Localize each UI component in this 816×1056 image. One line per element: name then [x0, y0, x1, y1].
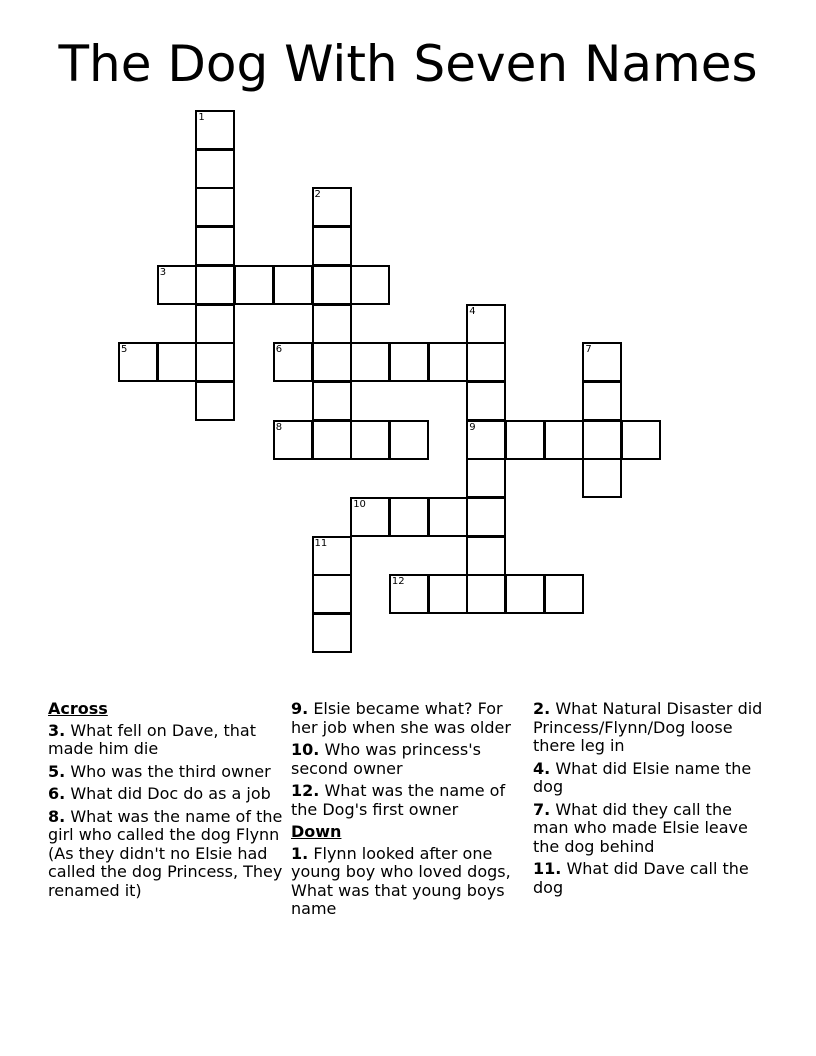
across-clue-10 [291, 741, 526, 778]
grid-cell[interactable] [312, 420, 352, 460]
clue-number: 7. [533, 799, 551, 819]
grid-cell[interactable] [195, 381, 235, 421]
grid-cell[interactable] [466, 536, 506, 576]
clue-number: 11. [533, 859, 562, 878]
across-clue-3 [48, 722, 283, 759]
clue-text: Who was the third owner [70, 761, 271, 781]
clue-text: What did Dave call the dog [533, 859, 749, 897]
cell-number: 4 [469, 305, 476, 317]
grid-cell[interactable] [582, 381, 622, 421]
grid-cell[interactable] [195, 342, 235, 382]
cell-number: 8 [275, 421, 283, 433]
across-clue-5 [48, 763, 283, 782]
cell-number: 3 [159, 266, 167, 278]
grid-cell[interactable] [544, 420, 584, 460]
grid-cell[interactable] [195, 265, 235, 305]
clues-column-1 [48, 700, 283, 904]
grid-cell[interactable] [466, 420, 506, 460]
grid-cell[interactable] [312, 304, 352, 344]
grid-cell[interactable] [350, 497, 390, 537]
puzzle-title: The Dog With Seven Names [58, 35, 758, 93]
down-heading: Down [291, 822, 342, 841]
cell-number: 12 [391, 576, 405, 588]
down-clue-1 [291, 845, 526, 919]
grid-cell[interactable] [350, 420, 390, 460]
grid-cell[interactable] [428, 342, 468, 382]
clue-text: What was the name of the Dog's first owner [291, 781, 506, 819]
grid-cell[interactable] [312, 187, 352, 227]
clue-text: What Natural Disaster did Princess/Flynn/Dog loose there leg in [533, 699, 763, 755]
across-heading: Across [48, 699, 108, 718]
down-clue-2 [533, 700, 768, 756]
grid-cell[interactable] [389, 420, 429, 460]
clue-text: Elsie became what? For her job when she was older [291, 699, 511, 737]
grid-cell[interactable] [466, 304, 506, 344]
grid-cell[interactable] [312, 265, 352, 305]
clue-number: 4. [533, 758, 551, 778]
down-clue-4 [533, 760, 768, 797]
clue-text: Flynn looked after one young boy who loved dogs, What was that young boys name [291, 843, 511, 918]
clue-number: 10. [291, 740, 320, 759]
grid-cell[interactable] [195, 110, 235, 150]
clue-text: Who was princess's second owner [291, 740, 481, 778]
grid-cell[interactable] [312, 536, 352, 576]
grid-cell[interactable] [312, 381, 352, 421]
clue-text: What did they call the man who made Elsie leave the dog behind [533, 799, 748, 856]
clues-column-2 [291, 700, 526, 923]
clue-text: What was the name of the girl who called the dog Flynn (As they didn't no Elsie had called the dog Princess, They renamed it) [48, 806, 283, 900]
cell-number: 9 [469, 421, 476, 433]
grid-cell[interactable] [157, 265, 197, 305]
grid-cell[interactable] [312, 574, 352, 614]
clue-text: What did Doc do as a job [70, 784, 271, 803]
grid-cell[interactable] [428, 574, 468, 614]
cell-number: 10 [353, 499, 366, 510]
grid-cell[interactable] [389, 574, 429, 614]
grid-cell[interactable] [505, 574, 545, 614]
grid-cell[interactable] [312, 226, 352, 266]
grid-cell[interactable] [195, 149, 235, 189]
clue-text: What fell on Dave, that made him die [48, 720, 257, 758]
cell-number: 7 [585, 344, 592, 356]
clue-number: 3. [48, 720, 66, 740]
clue-number: 9. [291, 699, 309, 718]
grid-cell[interactable] [118, 342, 158, 382]
clue-number: 1. [291, 843, 309, 863]
cell-number: 5 [121, 344, 128, 356]
grid-cell[interactable] [428, 497, 468, 537]
grid-cell[interactable] [350, 265, 390, 305]
clue-number: 5. [48, 761, 66, 781]
grid-cell[interactable] [466, 497, 506, 537]
grid-cell[interactable] [273, 265, 313, 305]
grid-cell[interactable] [544, 574, 584, 614]
grid-cell[interactable] [312, 342, 352, 382]
grid-cell[interactable] [234, 265, 274, 305]
across-clue-8 [48, 808, 283, 901]
grid-cell[interactable] [312, 613, 352, 653]
grid-cell[interactable] [582, 342, 622, 382]
cell-number: 1 [198, 112, 205, 123]
grid-cell[interactable] [582, 420, 622, 460]
grid-cell[interactable] [466, 342, 506, 382]
grid-cell[interactable] [195, 304, 235, 344]
grid-cell[interactable] [389, 342, 429, 382]
across-clue-12 [291, 782, 526, 819]
grid-cell[interactable] [466, 381, 506, 421]
clue-text: What did Elsie name the dog [533, 758, 752, 796]
grid-cell[interactable] [157, 342, 197, 382]
clues-column-3 [533, 700, 768, 901]
grid-cell[interactable] [466, 458, 506, 498]
grid-cell[interactable] [389, 497, 429, 537]
clue-number: 2. [533, 699, 551, 718]
grid-cell[interactable] [195, 187, 235, 227]
grid-cell[interactable] [505, 420, 545, 460]
clue-number: 8. [48, 806, 66, 826]
grid-cell[interactable] [195, 226, 235, 266]
cell-number: 2 [314, 189, 321, 201]
grid-cell[interactable] [350, 342, 390, 382]
grid-cell[interactable] [273, 342, 313, 382]
grid-cell[interactable] [582, 458, 622, 498]
down-clue-11 [533, 860, 768, 897]
clue-number: 6. [48, 784, 66, 803]
down-clue-7 [533, 801, 768, 857]
cell-number: 6 [275, 344, 283, 356]
cell-number: 11 [314, 537, 328, 549]
grid-cell[interactable] [621, 420, 661, 460]
grid-cell[interactable] [273, 420, 313, 460]
across-clue-6 [48, 785, 283, 804]
grid-cell[interactable] [466, 574, 506, 614]
clue-number: 12. [291, 781, 320, 800]
across-clue-9 [291, 700, 526, 737]
